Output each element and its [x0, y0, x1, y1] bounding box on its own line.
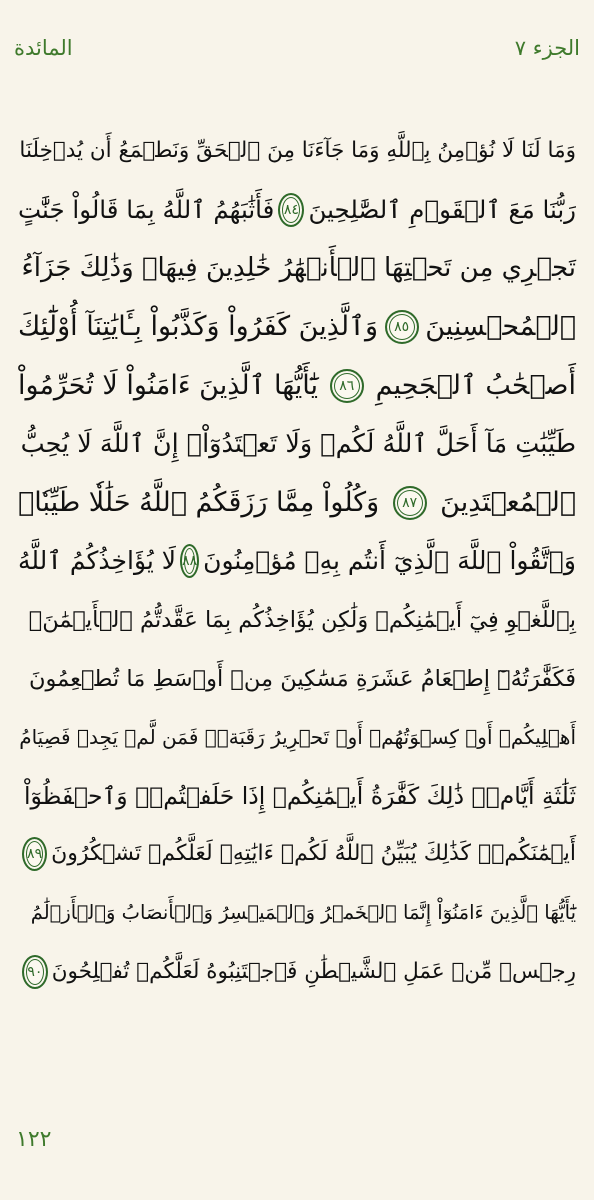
verse-text: ٱلۡمُعۡتَدِينَ — [440, 486, 576, 518]
verse-line — [18, 591, 576, 650]
verse-text: يَٰٓأَيُّهَا ٱلَّذِينَ ءَامَنُوٓاْ إِنَّمَا ٱلۡخَمۡرُ وَٱلۡمَيۡسِرُ وَٱلۡأَنصَابُ وَٱلۡأَزۡلَٰمُ — [30, 901, 576, 925]
quran-text — [18, 122, 576, 1001]
verse-line — [18, 239, 576, 298]
ayah-number-marker: ٨٩ — [22, 837, 47, 871]
verse-text: فَأَثَٰبَهُمُ ٱللَّهُ بِمَا قَالُواْ جَنَّٰتٍ — [18, 194, 275, 224]
juz-label: الجزء ٧ — [514, 36, 580, 60]
verse-text: بِٱللَّغۡوِ فِيٓ أَيۡمَٰنِكُمۡ وَلَٰكِن يُؤَاخِذُكُم بِمَا عَقَّدتُّمُ ٱلۡأَيۡمَٰنَۖ — [28, 607, 576, 634]
ayah-number-marker: ٩٠ — [22, 955, 48, 989]
verse-text: وَكُلُواْ مِمَّا رَزَقَكُمُ ٱللَّهُ حَلَٰلٗا طَيِّبٗاۚ — [18, 486, 380, 518]
verse-line — [18, 767, 576, 826]
verse-line — [18, 825, 576, 884]
page-header — [14, 28, 580, 68]
verse-line — [18, 356, 576, 415]
ayah-number-marker: ٨٧ — [393, 486, 427, 520]
verse-text: طَيِّبَٰتِ مَآ أَحَلَّ ٱللَّهُ لَكُمۡ وَلَا تَعۡتَدُوٓاْۚ إِنَّ ٱللَّهَ لَا يُحِبُّ — [20, 429, 576, 460]
verse-line — [18, 532, 576, 591]
verse-line — [18, 122, 576, 181]
verse-text: يَٰٓأَيُّهَا ٱلَّذِينَ ءَامَنُواْ لَا تُحَرِّمُواْ — [18, 369, 318, 401]
verse-text: وَٱلَّذِينَ كَفَرُواْ وَكَذَّبُواْ بِـَٔايَٰتِنَآ أُوْلَٰٓئِكَ — [18, 311, 378, 343]
verse-text: فَكَفَّٰرَتُهُۥٓ إِطۡعَامُ عَشَرَةِ مَسَٰكِينَ مِنۡ أَوۡسَطِ مَا تُطۡعِمُونَ — [29, 665, 576, 692]
verse-line — [18, 884, 576, 943]
verse-line — [18, 942, 576, 1001]
ayah-number-marker: ٨٨ — [180, 544, 199, 578]
ayah-number-marker: ٨٤ — [278, 193, 304, 227]
verse-text: أَصۡحَٰبُ ٱلۡجَحِيمِ — [375, 369, 576, 401]
verse-line — [18, 298, 576, 357]
verse-line — [18, 649, 576, 708]
verse-line — [18, 474, 576, 533]
verse-text: رِجۡسٞ مِّنۡ عَمَلِ ٱلشَّيۡطَٰنِ فَٱجۡتَنِبُوهُ لَعَلَّكُمۡ تُفۡلِحُونَ — [51, 958, 576, 984]
verse-text: أَيۡمَٰنَكُمۡۚ كَذَٰلِكَ يُبَيِّنُ ٱللَّهُ لَكُمۡ ءَايَٰتِهِۦ لَعَلَّكُمۡ تَشۡكُرُونَ — [51, 841, 576, 867]
verse-text: وَٱتَّقُواْ ٱللَّهَ ٱلَّذِيٓ أَنتُم بِهِۦ مُؤۡمِنُونَ — [203, 546, 576, 576]
page-number: ١٢٢ — [16, 1127, 52, 1152]
verse-text: تَجۡرِي مِن تَحۡتِهَا ٱلۡأَنۡهَٰرُ خَٰلِدِينَ فِيهَاۚ وَذَٰلِكَ جَزَآءُ — [21, 253, 576, 284]
ayah-number-marker: ٨٥ — [385, 310, 419, 344]
ayah-number-marker: ٨٦ — [330, 369, 364, 403]
verse-line — [18, 708, 576, 767]
verse-text: لَا يُؤَاخِذُكُمُ ٱللَّهُ — [18, 546, 177, 576]
verse-line — [18, 415, 576, 474]
verse-line — [18, 181, 576, 240]
verse-text: أَهۡلِيكُمۡ أَوۡ كِسۡوَتُهُمۡ أَوۡ تَحۡرِيرُ رَقَبَةٖۖ فَمَن لَّمۡ يَجِدۡ فَصِيَامُ — [19, 725, 576, 750]
verse-text: وَمَا لَنَا لَا نُؤۡمِنُ بِٱللَّهِ وَمَا جَآءَنَا مِنَ ٱلۡحَقِّ وَنَطۡمَعُ أَن يُدۡخِلَنَا — [19, 138, 576, 164]
verse-text: ٱلۡمُحۡسِنِينَ — [425, 311, 576, 343]
surah-name: المائدة — [14, 36, 73, 60]
verse-text: رَبُّنَا مَعَ ٱلۡقَوۡمِ ٱلصَّٰلِحِينَ — [308, 194, 576, 224]
verse-text: ثَلَٰثَةِ أَيَّامٖۚ ذَٰلِكَ كَفَّٰرَةُ أَيۡمَٰنِكُمۡ إِذَا حَلَفۡتُمۡۚ وَٱحۡفَظُوٓاْ — [24, 781, 576, 810]
